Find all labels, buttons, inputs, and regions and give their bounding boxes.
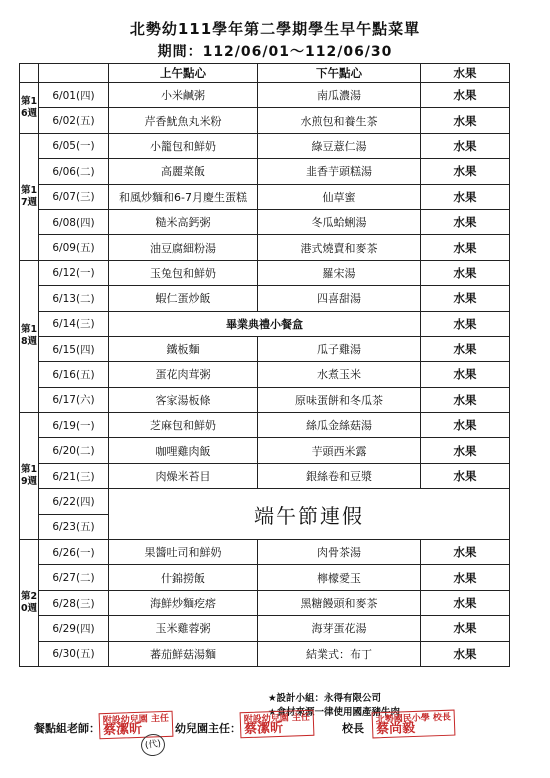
date-cell: 6/27(二): [39, 565, 109, 590]
week-label: 第16週: [20, 83, 39, 134]
stamp-name-text: 蔡潔昕: [243, 720, 284, 738]
director-seal-stamp: [240, 710, 315, 739]
fruit-cell: 水果: [421, 184, 510, 209]
fruit-cell: 水果: [421, 311, 510, 336]
principal-seal-stamp: [372, 710, 456, 739]
date-cell: 6/01(四): [39, 83, 109, 108]
morning-snack-cell: 海鮮炒麵疙瘩: [109, 590, 258, 615]
fruit-cell: 水果: [421, 438, 510, 463]
date-cell: 6/28(三): [39, 590, 109, 615]
afternoon-snack-cell: 南瓜濃湯: [258, 83, 421, 108]
date-cell: 6/23(五): [39, 514, 109, 539]
fruit-cell: 水果: [421, 286, 510, 311]
date-cell: 6/06(二): [39, 159, 109, 184]
afternoon-snack-cell: 綠豆薏仁湯: [258, 133, 421, 158]
afternoon-snack-cell: 結業式：布丁: [258, 641, 421, 666]
menu-row: [20, 184, 510, 209]
menu-table: [19, 63, 510, 667]
afternoon-snack-cell: 銀絲卷和豆漿: [258, 463, 421, 488]
menu-title: 北勢幼111學年第二學期學生早午點菜單: [129, 20, 421, 38]
proxy-mark: (代): [140, 732, 167, 757]
date-cell: 6/19(一): [39, 413, 109, 438]
header-row: [20, 64, 510, 83]
header-date: [39, 64, 109, 83]
fruit-cell: 水果: [421, 565, 510, 590]
header-fruit: 水果: [421, 64, 510, 83]
date-cell: 6/09(五): [39, 235, 109, 260]
holiday-cell: 端午節連假: [109, 489, 510, 540]
date-cell: 6/13(二): [39, 286, 109, 311]
fruit-cell: 水果: [421, 260, 510, 285]
date-cell: 6/20(二): [39, 438, 109, 463]
menu-row: [20, 286, 510, 311]
date-cell: 6/15(四): [39, 336, 109, 361]
menu-row: [20, 235, 510, 260]
date-cell: 6/12(一): [39, 260, 109, 285]
date-cell: 6/14(三): [39, 311, 109, 336]
afternoon-snack-cell: 水煮玉米: [258, 362, 421, 387]
fruit-cell: 水果: [421, 590, 510, 615]
afternoon-snack-cell: 芋頭西米露: [258, 438, 421, 463]
menu-row: [20, 489, 510, 514]
afternoon-snack-cell: 羅宋湯: [258, 260, 421, 285]
menu-row: [20, 540, 510, 565]
menu-row: [20, 438, 510, 463]
header-morning: 上午點心: [109, 64, 258, 83]
afternoon-snack-cell: 黑糖饅頭和麥茶: [258, 590, 421, 615]
menu-row: [20, 565, 510, 590]
stamp-name-text: 蔡尚毅: [375, 720, 416, 738]
menu-row: [20, 590, 510, 615]
date-cell: 6/29(四): [39, 616, 109, 641]
date-cell: 6/07(三): [39, 184, 109, 209]
fruit-cell: 水果: [421, 463, 510, 488]
stamp-top-text: 附設幼兒園 主任: [243, 712, 311, 726]
footer-note-ingredients: ★食材來源一律使用國產豬牛肉: [268, 707, 401, 718]
afternoon-snack-cell: 肉骨茶湯: [258, 540, 421, 565]
morning-snack-cell: 高麗菜飯: [109, 159, 258, 184]
fruit-cell: 水果: [421, 387, 510, 412]
fruit-cell: 水果: [421, 641, 510, 666]
stamp-top-text: 北勢國民小學 校長: [375, 712, 452, 726]
menu-row: [20, 641, 510, 666]
afternoon-snack-cell: 海芽蛋花湯: [258, 616, 421, 641]
morning-snack-cell: 鐵板麵: [109, 336, 258, 361]
menu-row: [20, 83, 510, 108]
menu-row: [20, 362, 510, 387]
afternoon-snack-cell: 原味蛋餅和冬瓜茶: [258, 387, 421, 412]
menu-row: [20, 260, 510, 285]
afternoon-snack-cell: 冬瓜蛤蜊湯: [258, 209, 421, 234]
morning-snack-cell: 咖哩雞肉飯: [109, 438, 258, 463]
fruit-cell: 水果: [421, 413, 510, 438]
date-cell: 6/22(四): [39, 489, 109, 514]
morning-snack-cell: 什錦撈飯: [109, 565, 258, 590]
fruit-cell: 水果: [421, 235, 510, 260]
morning-snack-cell: 芝麻包和鮮奶: [109, 413, 258, 438]
footer-note-designer: ★設計小組：永得有限公司: [268, 693, 382, 704]
date-cell: 6/17(六): [39, 387, 109, 412]
fruit-cell: 水果: [421, 362, 510, 387]
fruit-cell: 水果: [421, 616, 510, 641]
stamp-top-text: 附設幼兒園 主任: [102, 713, 170, 727]
morning-snack-cell: 和風炒麵和6-7月慶生蛋糕: [109, 184, 258, 209]
afternoon-snack-cell: 韭香芋頭糕湯: [258, 159, 421, 184]
date-cell: 6/16(五): [39, 362, 109, 387]
stamp-name-text: 蔡潔昕: [102, 721, 143, 739]
header-afternoon: 下午點心: [258, 64, 421, 83]
morning-snack-cell: 客家湯板條: [109, 387, 258, 412]
menu-row: [20, 463, 510, 488]
morning-snack-cell: 果醬吐司和鮮奶: [109, 540, 258, 565]
morning-snack-cell: 蛋花肉茸粥: [109, 362, 258, 387]
menu-row: [20, 209, 510, 234]
menu-row: [20, 133, 510, 158]
afternoon-snack-cell: 水煎包和養生茶: [258, 108, 421, 133]
afternoon-snack-cell: 絲瓜金絲菇湯: [258, 413, 421, 438]
afternoon-snack-cell: 瓜子雞湯: [258, 336, 421, 361]
fruit-cell: 水果: [421, 540, 510, 565]
morning-snack-cell: 玉兔包和鮮奶: [109, 260, 258, 285]
menu-row: [20, 159, 510, 184]
fruit-cell: 水果: [421, 133, 510, 158]
menu-body: [20, 83, 510, 667]
morning-snack-cell: 小籠包和鮮奶: [109, 133, 258, 158]
date-cell: 6/21(三): [39, 463, 109, 488]
menu-row: [20, 616, 510, 641]
menu-row: [20, 387, 510, 412]
menu-row: [20, 311, 510, 336]
header-week: [20, 64, 39, 83]
special-meal-cell: 畢業典禮小餐盒: [109, 311, 421, 336]
week-label: 第20週: [20, 540, 39, 667]
afternoon-snack-cell: 四喜甜湯: [258, 286, 421, 311]
morning-snack-cell: 玉米雞蓉粥: [109, 616, 258, 641]
afternoon-snack-cell: 檸檬愛玉: [258, 565, 421, 590]
menu-period: 期間：112/06/01～112/06/30: [157, 44, 393, 60]
fruit-cell: 水果: [421, 83, 510, 108]
date-cell: 6/26(一): [39, 540, 109, 565]
menu-row: [20, 108, 510, 133]
menu-row: [20, 413, 510, 438]
date-cell: 6/05(一): [39, 133, 109, 158]
fruit-cell: 水果: [421, 336, 510, 361]
afternoon-snack-cell: 港式燒賣和麥茶: [258, 235, 421, 260]
morning-snack-cell: 肉燥米苔目: [109, 463, 258, 488]
week-label: 第18週: [20, 260, 39, 412]
week-label: 第17週: [20, 133, 39, 260]
fruit-cell: 水果: [421, 108, 510, 133]
director-signature-label: 幼兒園主任：: [175, 722, 241, 735]
teacher-seal-stamp: [99, 711, 174, 740]
fruit-cell: 水果: [421, 159, 510, 184]
menu-row: [20, 336, 510, 361]
morning-snack-cell: 芹香魷魚丸米粉: [109, 108, 258, 133]
morning-snack-cell: 蕃茄鮮菇湯麵: [109, 641, 258, 666]
date-cell: 6/08(四): [39, 209, 109, 234]
afternoon-snack-cell: 仙草蜜: [258, 184, 421, 209]
morning-snack-cell: 蝦仁蛋炒飯: [109, 286, 258, 311]
date-cell: 6/02(五): [39, 108, 109, 133]
week-label: 第19週: [20, 413, 39, 540]
principal-signature-label: 校長: [342, 722, 364, 735]
fruit-cell: 水果: [421, 209, 510, 234]
date-cell: 6/30(五): [39, 641, 109, 666]
teacher-signature-label: 餐點組老師：: [34, 722, 100, 735]
morning-snack-cell: 小米鹹粥: [109, 83, 258, 108]
morning-snack-cell: 糙米高鈣粥: [109, 209, 258, 234]
morning-snack-cell: 油豆腐細粉湯: [109, 235, 258, 260]
